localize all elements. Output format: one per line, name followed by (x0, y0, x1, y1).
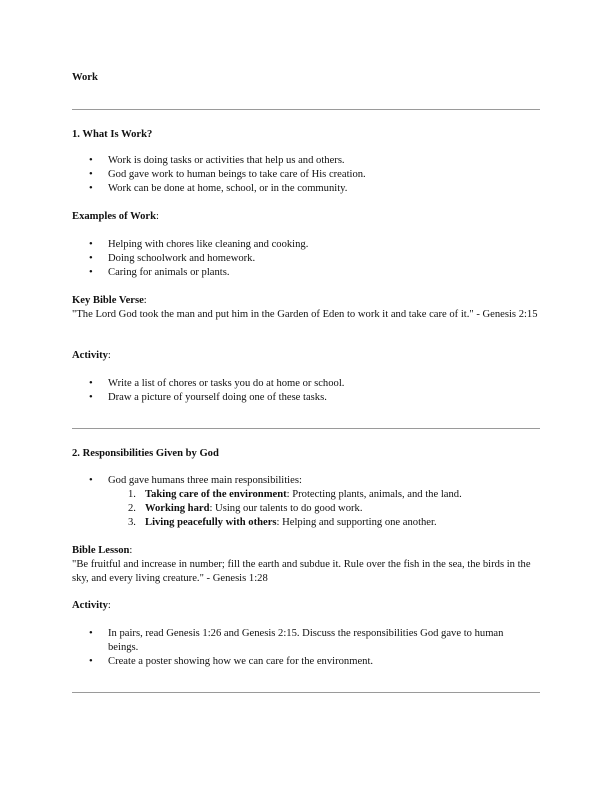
list-item: • God gave work to human beings to take care of His creation. (89, 169, 366, 180)
list-item: • Doing schoolwork and homework. (89, 253, 256, 264)
lesson-text: "Be fruitful and increase in number; fill the earth and subdue it. Rule over the fish in the sea, the birds in the sky, and every living creature." - Genesis 1:28 (72, 559, 531, 584)
list-item: • Work is doing tasks or activities that help us and others. (89, 155, 345, 166)
divider (72, 692, 540, 693)
activity-label: Activity: (72, 600, 111, 611)
bullet-icon: • (89, 155, 93, 166)
section-2-heading: 2. Responsibilities Given by God (72, 448, 219, 459)
bullet-icon: • (89, 378, 93, 389)
divider (72, 109, 540, 110)
document-title: Work (72, 72, 98, 83)
section-1-heading: 1. What Is Work? (72, 129, 153, 140)
bullet-icon: • (89, 475, 93, 486)
activity-list (72, 627, 528, 669)
list-item: • In pairs, read Genesis 1:26 and Genesis 2:15. Discuss the responsibilities God gave to human beings. (89, 628, 504, 653)
list-item: • God gave humans three main responsibilities: 1. Taking care of the environment: Protecting plants, animals, and the land. 2. Working hard: Using our talents to do good work. 3. Living peacefully with others: Helping and supporting one another. (72, 474, 542, 530)
list-item: • Create a poster showing how we can care for the environment. (89, 656, 374, 667)
numbered-item: 1. Taking care of the environment: Protecting plants, animals, and the land. (128, 489, 462, 500)
bullet-icon: • (89, 656, 93, 667)
bullet-icon: • (89, 239, 93, 250)
list-item: • Write a list of chores or tasks you do at home or school. (89, 378, 345, 389)
list-item: • Caring for animals or plants. (89, 267, 230, 278)
activity-list (72, 377, 542, 405)
numbered-item: 2. Working hard: Using our talents to do good work. (128, 503, 363, 514)
bullet-icon: • (89, 253, 93, 264)
bullet-icon: • (89, 169, 93, 180)
bullet-icon: • (89, 267, 93, 278)
divider (72, 428, 540, 429)
bullet-icon: • (89, 628, 93, 639)
bullet-icon: • (89, 392, 93, 403)
key-bible-verse: Key Bible Verse: "The Lord God took the man and put him in the Garden of Eden to work it and take care of it." - Genesis 2:15 (72, 295, 538, 320)
examples-list (72, 238, 542, 280)
bullet-icon: • (89, 183, 93, 194)
activity-label: Activity: (72, 350, 111, 361)
list-item: • Helping with chores like cleaning and cooking. (89, 239, 309, 250)
what-is-work-list (72, 154, 542, 196)
verse-text: "The Lord God took the man and put him in the Garden of Eden to work it and take care of it." - Genesis 2:15 (72, 309, 538, 320)
numbered-list (108, 488, 542, 530)
list-item: • Draw a picture of yourself doing one of these tasks. (89, 392, 327, 403)
responsibilities-list (72, 474, 542, 530)
examples-label: Examples of Work: (72, 211, 159, 222)
list-item: • Work can be done at home, school, or in the community. (89, 183, 348, 194)
numbered-item: 3. Living peacefully with others: Helping and supporting one another. (128, 517, 437, 528)
bible-lesson: Bible Lesson: "Be fruitful and increase in number; fill the earth and subdue it. Rule over the fish in the sea, the birds in the sky, and every living creature." - Genesis 1:28 (72, 545, 531, 584)
